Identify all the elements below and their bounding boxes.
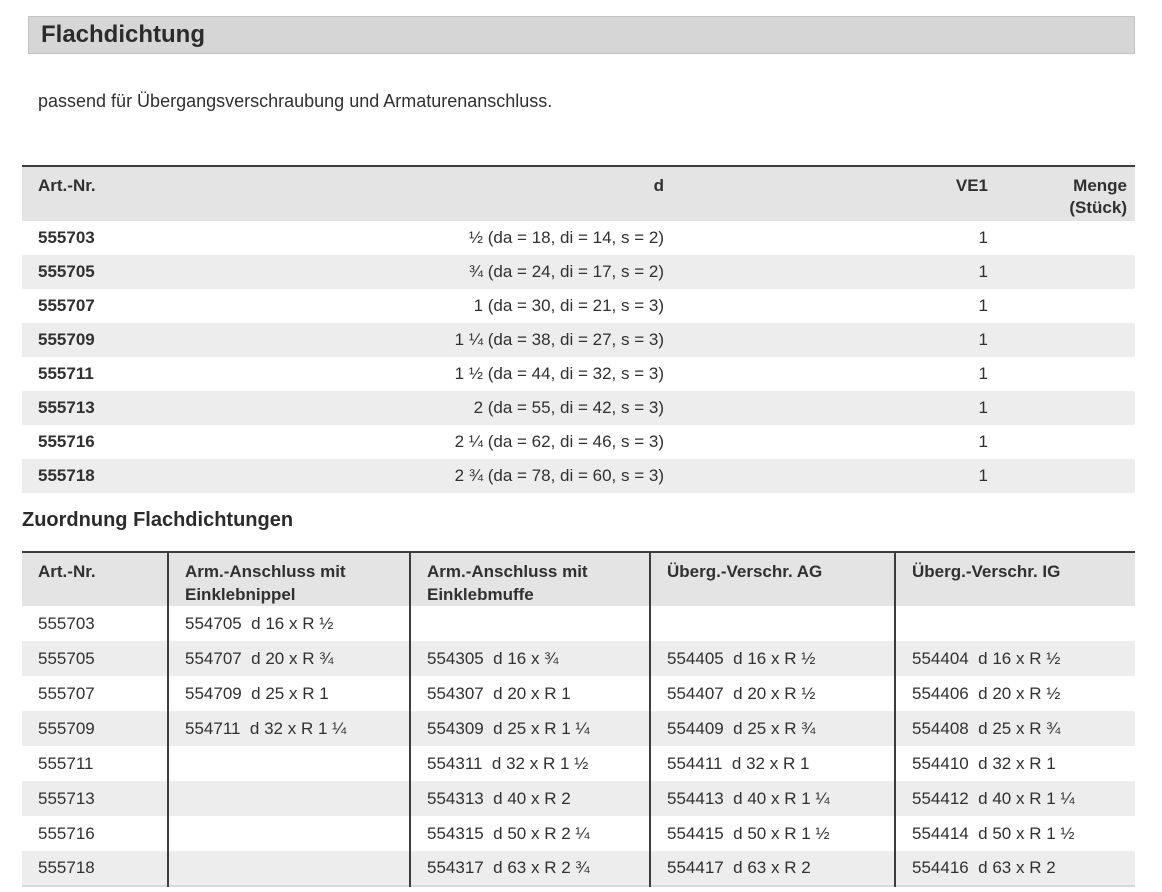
table-row xyxy=(22,255,1135,289)
art-nr-cell: 555705 xyxy=(38,648,95,668)
einklebnippel-cell xyxy=(168,816,410,851)
header-menge-line2: (Stück) xyxy=(1069,198,1127,217)
art-nr-cell: 555707 xyxy=(38,296,95,315)
table-row xyxy=(22,781,1135,816)
verschr-ag-cell: 554413 d 40 x R 1 ¼ xyxy=(650,781,895,816)
ve1-cell: 1 xyxy=(978,296,988,315)
header-verschr-ig: Überg.-Verschr. IG xyxy=(895,552,1135,606)
verschr-ag-cell: 554405 d 16 x R ½ xyxy=(650,641,895,676)
table-row xyxy=(22,357,1135,391)
einklebmuffe-cell: 554309 d 25 x R 1 ¼ xyxy=(410,711,650,746)
menge-cell xyxy=(1002,289,1135,323)
table-header-row xyxy=(22,166,1135,221)
d-cell: 1 (da = 30, di = 21, s = 3) xyxy=(473,296,664,315)
verschr-ag-cell: 554417 d 63 x R 2 xyxy=(650,851,895,886)
einklebmuffe-cell xyxy=(410,606,650,641)
ve1-cell: 1 xyxy=(978,466,988,485)
table-row xyxy=(22,221,1135,255)
d-cell: ¾ (da = 24, di = 17, s = 2) xyxy=(468,262,664,281)
ve1-cell: 1 xyxy=(978,330,988,349)
einklebnippel-cell: 554705 d 16 x R ½ xyxy=(168,606,410,641)
table-row xyxy=(22,425,1135,459)
art-nr-cell: 555707 xyxy=(38,683,95,703)
ve1-cell: 1 xyxy=(978,398,988,417)
menge-cell xyxy=(1002,255,1135,289)
table-row xyxy=(22,676,1135,711)
table-row xyxy=(22,606,1135,641)
section-title-bar xyxy=(28,16,1135,54)
verschr-ag-cell: 554407 d 20 x R ½ xyxy=(650,676,895,711)
table-row xyxy=(22,816,1135,851)
art-nr-cell: 555716 xyxy=(38,823,95,843)
menge-cell xyxy=(1002,221,1135,255)
art-nr-cell: 555718 xyxy=(38,858,95,877)
table-row xyxy=(22,851,1135,886)
header-einklebmuffe: Arm.-Anschluss mit Einklebmuffe xyxy=(410,552,650,606)
verschr-ig-cell: 554410 d 32 x R 1 xyxy=(895,746,1135,781)
catalog-page xyxy=(0,16,1162,887)
art-nr-cell: 555716 xyxy=(38,432,95,451)
ve1-cell: 1 xyxy=(978,262,988,281)
art-nr-cell: 555709 xyxy=(38,718,95,738)
menge-cell xyxy=(1002,459,1135,493)
table-row xyxy=(22,391,1135,425)
zuordnung-table xyxy=(22,551,1135,887)
flachdichtung-table-body xyxy=(22,221,1135,493)
header-menge-line1: Menge xyxy=(1073,176,1127,195)
art-nr-cell: 555705 xyxy=(38,262,95,281)
einklebmuffe-cell: 554315 d 50 x R 2 ¼ xyxy=(410,816,650,851)
table-row xyxy=(22,323,1135,357)
menge-cell xyxy=(1002,425,1135,459)
einklebnippel-cell xyxy=(168,851,410,886)
einklebnippel-cell xyxy=(168,746,410,781)
einklebnippel-cell: 554711 d 32 x R 1 ¼ xyxy=(168,711,410,746)
art-nr-cell: 555718 xyxy=(38,466,95,485)
header-d: d xyxy=(252,166,682,221)
page-subtitle: passend für Übergangsverschraubung und Armaturenanschluss. xyxy=(38,91,553,111)
table-row xyxy=(22,289,1135,323)
header-menge xyxy=(1002,166,1135,221)
einklebnippel-cell xyxy=(168,781,410,816)
verschr-ag-cell: 554411 d 32 x R 1 xyxy=(650,746,895,781)
menge-cell xyxy=(1002,391,1135,425)
table-row xyxy=(22,746,1135,781)
header-art-nr: Art.-Nr. xyxy=(22,166,252,221)
header-verschr-ag: Überg.-Verschr. AG xyxy=(650,552,895,606)
d-cell: 2 ¼ (da = 62, di = 46, s = 3) xyxy=(454,432,664,451)
art-nr-cell: 555709 xyxy=(38,330,95,349)
d-cell: 1 ½ (da = 44, di = 32, s = 3) xyxy=(454,364,664,383)
art-nr-cell: 555711 xyxy=(38,753,94,773)
art-nr-cell: 555703 xyxy=(38,228,95,247)
ve1-cell: 1 xyxy=(978,228,988,247)
flachdichtung-table-header xyxy=(22,166,1135,221)
d-cell: 2 ¾ (da = 78, di = 60, s = 3) xyxy=(454,466,664,485)
verschr-ig-cell: 554412 d 40 x R 1 ¼ xyxy=(895,781,1135,816)
table-row xyxy=(22,711,1135,746)
verschr-ag-cell: 554409 d 25 x R ¾ xyxy=(650,711,895,746)
verschr-ag-cell xyxy=(650,606,895,641)
header-art-nr: Art.-Nr. xyxy=(22,552,168,606)
zuordnung-title: Zuordnung Flachdichtungen xyxy=(22,509,294,531)
einklebmuffe-cell: 554313 d 40 x R 2 xyxy=(410,781,650,816)
einklebmuffe-cell: 554305 d 16 x ¾ xyxy=(410,641,650,676)
verschr-ig-cell: 554414 d 50 x R 1 ½ xyxy=(895,816,1135,851)
header-ve1: VE1 xyxy=(682,166,1002,221)
einklebmuffe-cell: 554317 d 63 x R 2 ¾ xyxy=(410,851,650,886)
einklebnippel-cell: 554709 d 25 x R 1 xyxy=(168,676,410,711)
table-row xyxy=(22,641,1135,676)
einklebnippel-cell: 554707 d 20 x R ¾ xyxy=(168,641,410,676)
table-row xyxy=(22,459,1135,493)
art-nr-cell: 555713 xyxy=(38,398,95,417)
d-cell: 1 ¼ (da = 38, di = 27, s = 3) xyxy=(454,330,664,349)
ve1-cell: 1 xyxy=(978,364,988,383)
menge-cell xyxy=(1002,323,1135,357)
verschr-ig-cell: 554404 d 16 x R ½ xyxy=(895,641,1135,676)
verschr-ig-cell xyxy=(895,606,1135,641)
art-nr-cell: 555703 xyxy=(38,613,95,633)
einklebmuffe-cell: 554311 d 32 x R 1 ½ xyxy=(410,746,650,781)
d-cell: 2 (da = 55, di = 42, s = 3) xyxy=(473,398,664,417)
zuordnung-table-body xyxy=(22,606,1135,886)
einklebmuffe-cell: 554307 d 20 x R 1 xyxy=(410,676,650,711)
zuordnung-table-header xyxy=(22,552,1135,606)
header-einklebnippel: Arm.-Anschluss mit Einklebnippel xyxy=(168,552,410,606)
art-nr-cell: 555713 xyxy=(38,788,95,808)
verschr-ig-cell: 554408 d 25 x R ¾ xyxy=(895,711,1135,746)
table-header-row xyxy=(22,552,1135,606)
verschr-ig-cell: 554406 d 20 x R ½ xyxy=(895,676,1135,711)
art-nr-cell: 555711 xyxy=(38,364,94,383)
page-title: Flachdichtung xyxy=(41,21,205,48)
verschr-ag-cell: 554415 d 50 x R 1 ½ xyxy=(650,816,895,851)
menge-cell xyxy=(1002,357,1135,391)
flachdichtung-table xyxy=(22,165,1135,493)
ve1-cell: 1 xyxy=(978,432,988,451)
d-cell: ½ (da = 18, di = 14, s = 2) xyxy=(468,228,664,247)
verschr-ig-cell: 554416 d 63 x R 2 xyxy=(895,851,1135,886)
